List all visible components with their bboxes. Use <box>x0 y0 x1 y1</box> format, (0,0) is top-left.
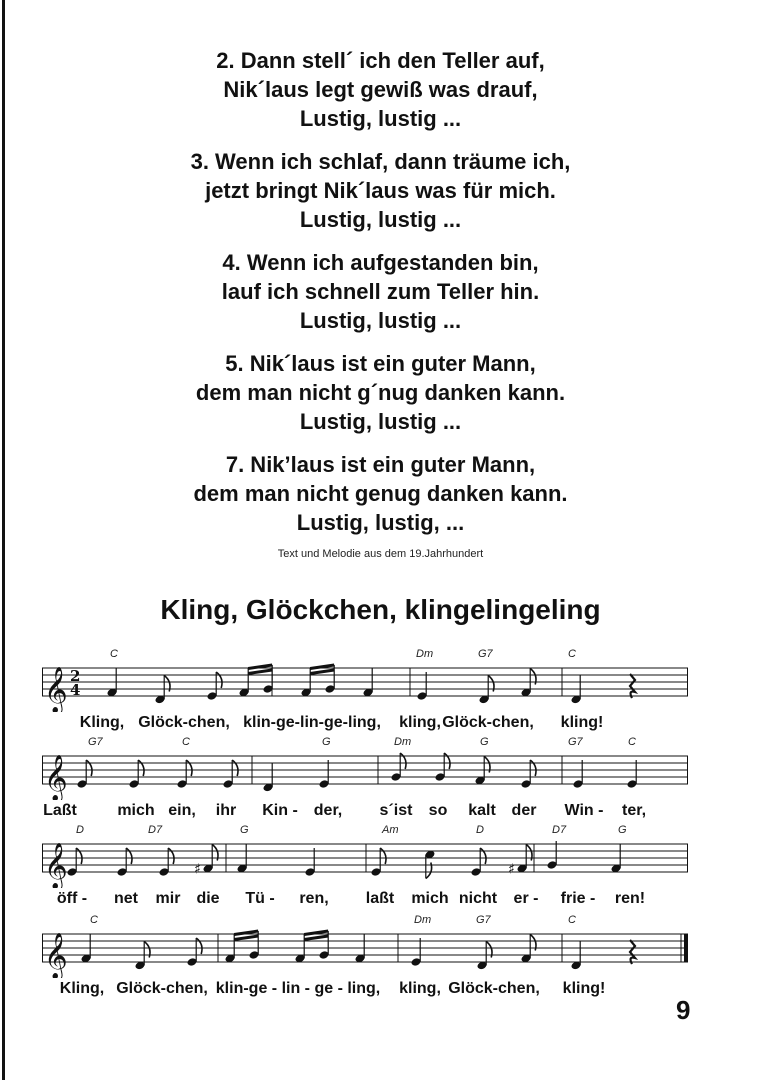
eighth-flag <box>138 760 144 776</box>
lyric-syllable: Glöck-chen, <box>448 980 540 997</box>
chord-symbol: Dm <box>394 736 412 748</box>
treble-clef-icon: 𝄞 <box>44 667 68 712</box>
chord-symbol: C <box>568 648 576 660</box>
chord-symbol: G <box>618 824 627 836</box>
lyric-syllable: Win - <box>564 802 604 819</box>
lyric-syllable: klin-ge-lin-ge-ling, <box>243 714 381 731</box>
sixteenth-beam <box>304 936 328 940</box>
lyric-syllable: der <box>511 802 537 819</box>
verse-7 <box>0 450 761 537</box>
verse-4 <box>0 248 761 335</box>
lyric-syllable: öff - <box>56 890 88 907</box>
lyric-syllable: Glöck-chen, <box>116 980 208 997</box>
treble-clef-icon: 𝄞 <box>44 933 68 978</box>
verse-line: 4. Wenn ich aufgestanden bin, <box>222 250 539 275</box>
eighth-flag <box>232 760 238 776</box>
final-barline-thick <box>684 934 688 962</box>
lyric-syllable: mich <box>411 890 449 907</box>
lyric-syllable: Glöck-chen, <box>138 714 230 731</box>
lyric-syllable: frie - <box>560 890 596 907</box>
lyric-syllable: Laßt <box>43 802 77 819</box>
lyric-syllable: ihr <box>215 802 237 819</box>
staff <box>42 824 692 888</box>
sixteenth-beam <box>310 670 334 674</box>
sharp-accidental: ♯ <box>194 861 201 878</box>
sixteenth-beam <box>234 936 258 940</box>
treble-clef-icon: 𝄞 <box>44 843 68 888</box>
music-system-3 <box>42 824 692 924</box>
staff <box>42 648 692 712</box>
verse-refrain: Lustig, lustig ... <box>299 207 462 232</box>
chord-symbol: C <box>628 736 636 748</box>
eighth-flag <box>168 848 174 864</box>
staff <box>42 914 692 978</box>
lyric-syllable: nicht <box>458 890 498 907</box>
chord-symbol: G7 <box>568 736 583 748</box>
lyric-syllable: kling! <box>560 714 604 731</box>
chord-symbol: G7 <box>88 736 103 748</box>
lyric-syllable: er - <box>513 890 539 907</box>
time-signature-bottom: 4 <box>70 681 81 699</box>
lyric-syllable: kalt <box>468 802 496 819</box>
eighth-flag <box>216 672 222 688</box>
lyric-syllable: mich <box>117 802 155 819</box>
time-signature-top: 2 <box>70 667 81 685</box>
eighth-flag <box>444 753 450 769</box>
lyric-syllable: kling! <box>562 980 606 997</box>
eighth-flag <box>400 753 406 769</box>
eighth-flag <box>86 760 92 776</box>
verse-refrain: Lustig, lustig ... <box>299 106 462 131</box>
chord-symbol: D7 <box>552 824 567 836</box>
eighth-flag <box>530 760 536 776</box>
lyric-syllable: Tü - <box>245 890 275 907</box>
chord-symbol: D7 <box>148 824 163 836</box>
lyric-syllable: die <box>196 890 220 907</box>
lyric-syllable: kling, <box>399 714 441 731</box>
chord-symbol: Am <box>382 824 399 836</box>
treble-clef-icon: 𝄞 <box>44 755 68 800</box>
lyric-syllable: der, <box>313 802 343 819</box>
chord-symbol: D <box>476 824 484 836</box>
eighth-flag <box>196 938 202 954</box>
staff <box>42 736 692 800</box>
chord-symbol: C <box>90 914 98 926</box>
music-system-2 <box>42 736 692 836</box>
verse-line: dem man nicht g´nug danken kann. <box>195 380 566 405</box>
verse-line: Nik´laus legt gewiß was drauf, <box>223 77 538 102</box>
verse-line: dem man nicht genug danken kann. <box>193 481 568 506</box>
verse-2 <box>0 46 761 133</box>
eighth-flag <box>126 848 132 864</box>
music-system-4 <box>42 914 692 1014</box>
chord-symbol: G <box>240 824 249 836</box>
lyric-syllable: ter, <box>621 802 647 819</box>
lyric-syllable: mir <box>155 890 181 907</box>
eighth-flag <box>380 848 386 864</box>
verse-line: jetzt bringt Nik´laus was für mich. <box>205 178 556 203</box>
lyric-syllable: Glöck-chen, <box>442 714 534 731</box>
verse-line: 7. Nik’laus ist ein guter Mann, <box>225 452 536 477</box>
quarter-rest <box>630 674 635 698</box>
verses <box>0 46 761 551</box>
verse-refrain: Lustig, lustig, ... <box>296 510 465 535</box>
chord-symbol: D <box>76 824 84 836</box>
lyric-syllable: ein, <box>168 802 196 819</box>
verse-3 <box>0 147 761 234</box>
verse-5 <box>0 349 761 436</box>
chord-symbol: G7 <box>476 914 491 926</box>
sixteenth-beam <box>248 670 272 674</box>
chord-symbol: C <box>182 736 190 748</box>
verse-line: lauf ich schnell zum Teller hin. <box>221 279 540 304</box>
verse-line: 2. Dann stell´ ich den Teller auf, <box>216 48 545 73</box>
lyric-syllable: Kin - <box>262 802 298 819</box>
verse-line: 3. Wenn ich schlaf, dann träume ich, <box>190 149 571 174</box>
chord-symbol: G <box>322 736 331 748</box>
chord-symbol: C <box>110 648 118 660</box>
song-title: Kling, Glöckchen, klingelingeling <box>160 594 601 625</box>
chord-symbol: Dm <box>416 648 434 660</box>
lyric-syllable: net <box>114 890 138 907</box>
eighth-flag <box>186 760 192 776</box>
music-system-1 <box>42 648 692 748</box>
chord-symbol: Dm <box>414 914 432 926</box>
verse-refrain: Lustig, lustig ... <box>299 409 462 434</box>
verse-line: 5. Nik´laus ist ein guter Mann, <box>225 351 536 376</box>
eighth-flag <box>480 848 486 864</box>
lyric-syllable: ren! <box>614 890 646 907</box>
lyric-syllable: s´ist <box>379 802 413 819</box>
song-credit: Text und Melodie aus dem 19.Jahrhundert <box>277 548 484 560</box>
lyric-syllable: laßt <box>365 890 395 907</box>
chord-symbol: G7 <box>478 648 493 660</box>
chord-symbol: G <box>480 736 489 748</box>
lyric-syllable: so <box>428 802 448 819</box>
lyric-syllable: ren, <box>299 890 329 907</box>
page-number: 9 <box>676 995 691 1025</box>
eighth-flag <box>76 848 82 864</box>
chord-symbol: C <box>568 914 576 926</box>
quarter-rest <box>630 940 635 964</box>
lyric-syllable: klin-ge - lin - ge - ling, <box>215 980 381 997</box>
lyric-syllable: kling, <box>399 980 441 997</box>
verse-refrain: Lustig, lustig ... <box>299 308 462 333</box>
sharp-accidental: ♯ <box>508 861 515 878</box>
lyric-syllable: Kling, <box>59 980 105 997</box>
lyric-syllable: Kling, <box>79 714 125 731</box>
